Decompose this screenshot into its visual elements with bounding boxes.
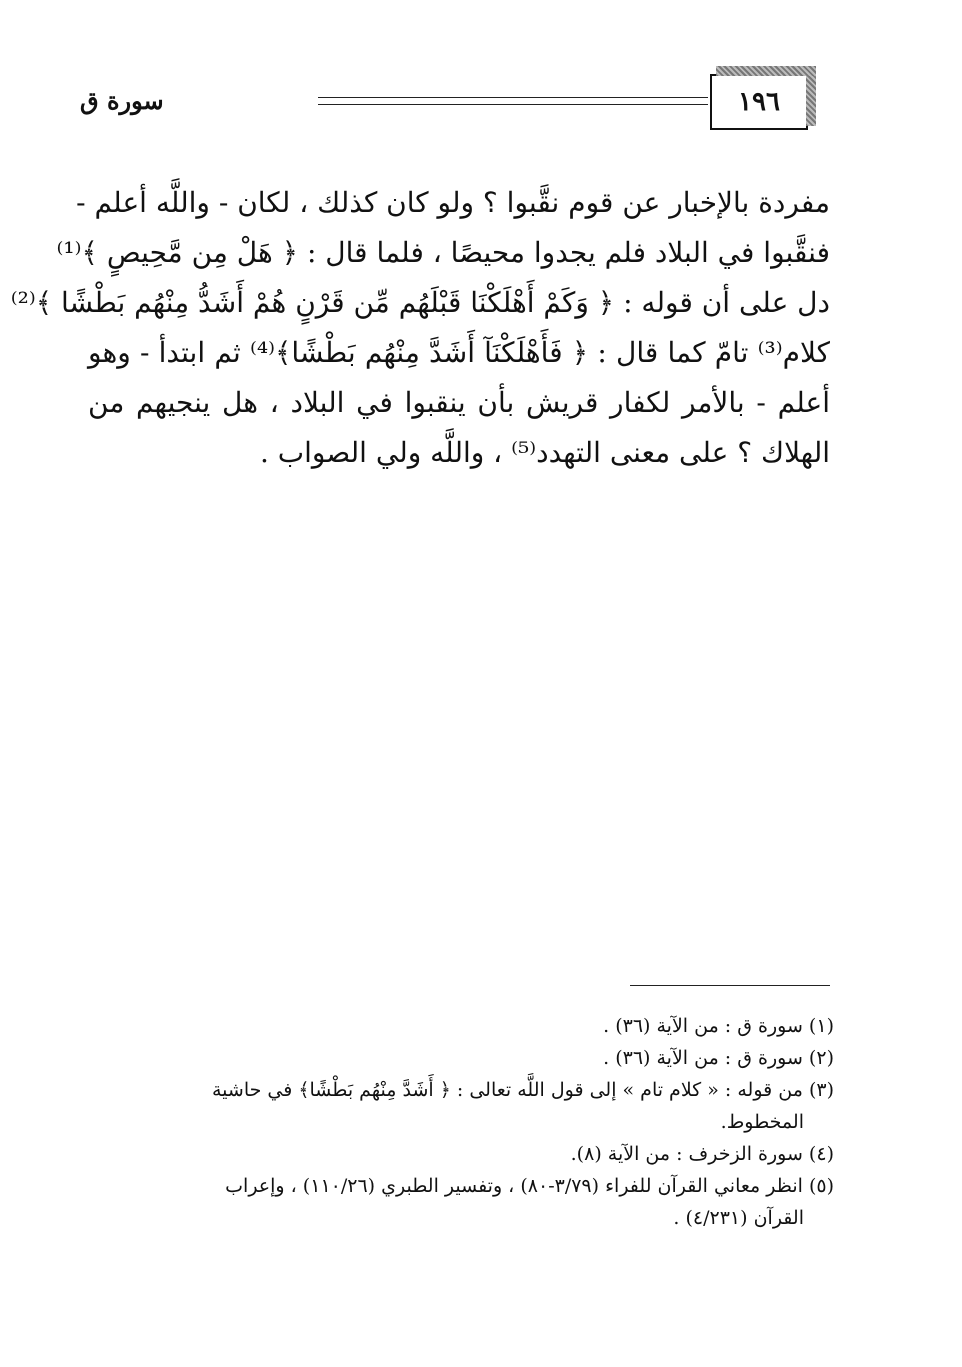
footnote-2 [96,1042,834,1074]
footnote-4 [96,1138,834,1170]
footnote-1 [96,1010,834,1042]
text-line: أعلم - بالأمر لكفار قريش بأن ينقبوا في البلاد ، هل ينجيهم من [88,386,830,419]
footnote-separator [630,985,830,986]
page-number: ١٩٦ [710,74,808,130]
footnotes [96,1010,834,1234]
footnote-3 [96,1074,834,1138]
text-line: مفردة بالإخبار عن قوم نقَّبوا ؟ ولو كان كذلك ، لكان - واللَّه أعلم - [76,186,830,219]
footnote-text: (٢) سورة ق : من الآية (٣٦) . [603,1047,834,1069]
text-line: كلام⁽³⁾ تامّ كما قال : ﴿ فَأَهْلَكْنَآ أَشَدَّ مِنْهُم بَطْشًا﴾⁽⁴⁾ ثم ابتدأ - وهو [88,336,830,369]
running-title: سورة ق [80,86,164,115]
text-line: فنقَّبوا في البلاد فلم يجدوا محيصًا ، فلما قال : ﴿ هَلْ مِن مَّحِيصٍ ﴾⁽¹⁾ [56,236,830,269]
footnote-continuation: المخطوط. [720,1111,804,1133]
text-line: دل على أن قوله : ﴿ وَكَمْ أَهْلَكْنَا قَبْلَهُم مِّن قَرْنٍ هُمْ أَشَدُّ مِنْهُم بَطْشًا ﴾⁽²⁾ [10,286,830,319]
footnote-text: (٤) سورة الزخرف : من الآية (٨). [570,1143,834,1165]
footnote-continuation: القرآن (٤/٢٣١) . [673,1207,804,1229]
footnote-text: (٥) انظر معاني القرآن للفراء (٣/٧٩-٨٠) ، وتفسير الطبري (١١٠/٢٦) ، وإعراب [225,1175,834,1197]
footnote-text: (١) سورة ق : من الآية (٣٦) . [603,1015,834,1037]
footnote-5 [96,1170,834,1234]
main-text [10,178,830,478]
header-rule [318,97,708,105]
text-line: الهلاك ؟ على معنى التهدد⁽⁵⁾ ، واللَّه ولي الصواب . [259,436,830,469]
footnote-text: (٣) من قوله : « كلام تام » إلى قول اللَّه تعالى : ﴿ أَشَدَّ مِنْهُم بَطْشًا﴾ في حاشية [212,1079,834,1101]
